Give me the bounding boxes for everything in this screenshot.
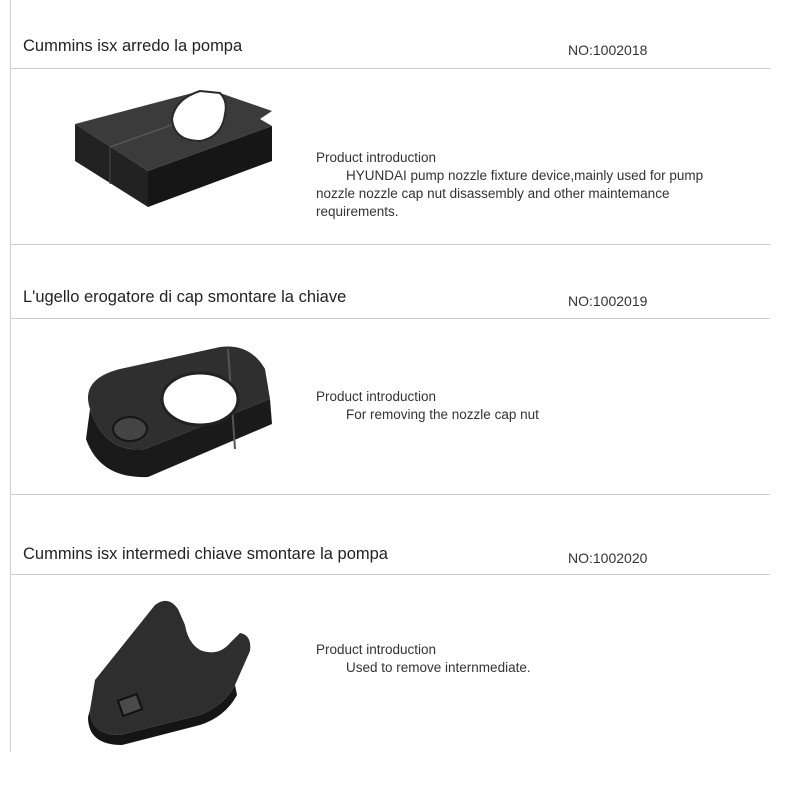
product-card	[10, 536, 770, 752]
split-ring-clamp-icon	[50, 329, 290, 489]
product-header	[10, 282, 770, 319]
product-body	[10, 575, 770, 750]
product-card	[10, 282, 770, 502]
product-card	[10, 28, 770, 244]
product-body	[10, 69, 770, 245]
intro-text: Used to remove internmediate.	[346, 660, 531, 675]
product-header	[10, 536, 770, 575]
product-header	[10, 28, 770, 69]
product-number: NO:1002019	[568, 293, 648, 309]
product-introduction	[316, 388, 736, 424]
intro-label: Product introduction	[316, 150, 437, 165]
intro-text: For removing the nozzle cap nut	[346, 407, 539, 422]
fork-wrench-plate-icon	[50, 585, 290, 745]
intro-label: Product introduction	[316, 642, 437, 657]
split-clamp-block-icon	[50, 79, 290, 239]
product-title: Cummins isx intermedi chiave smontare la pompa	[23, 545, 388, 563]
product-body	[10, 319, 770, 495]
product-number: NO:1002020	[568, 550, 648, 566]
product-number: NO:1002018	[568, 42, 648, 58]
intro-text: HYUNDAI pump nozzle fixture device,mainly used for pump nozzle nozzle cap nut disassembly and other maintemance requirements.	[316, 168, 704, 219]
product-introduction	[316, 149, 736, 221]
intro-label: Product introduction	[316, 389, 437, 404]
product-introduction	[316, 641, 736, 677]
product-title: Cummins isx arredo la pompa	[23, 37, 243, 55]
product-title: L'ugello erogatore di cap smontare la chiave	[23, 288, 347, 306]
